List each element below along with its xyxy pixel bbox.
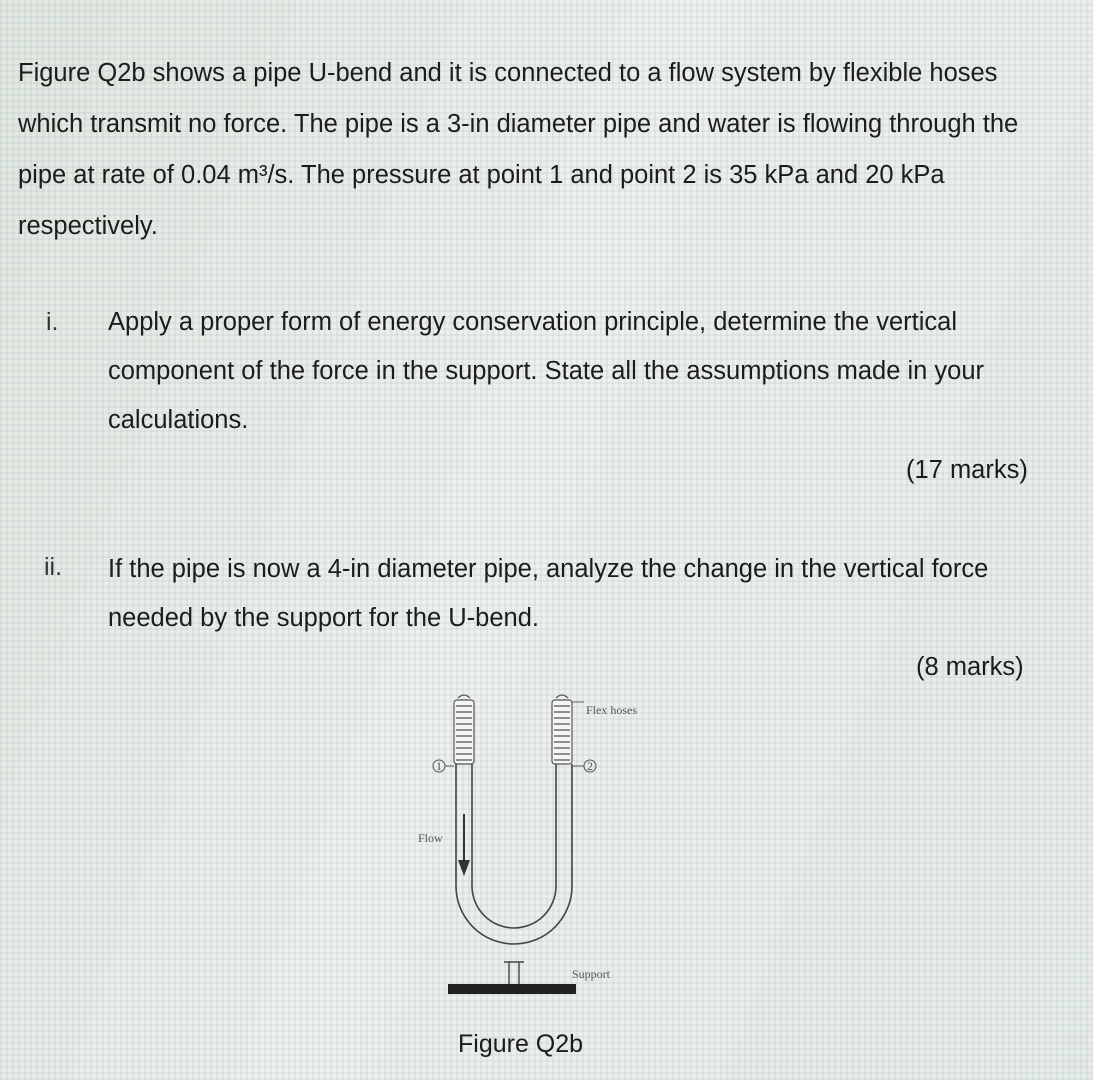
question-ii-number: ii. bbox=[44, 553, 63, 581]
question-i-marks: (17 marks) bbox=[906, 456, 1028, 484]
support-base bbox=[448, 984, 576, 994]
u-bend-pipe bbox=[456, 764, 572, 944]
svg-text:2: 2 bbox=[587, 759, 593, 773]
right-flex-hose bbox=[552, 695, 572, 764]
point-1-marker bbox=[433, 759, 454, 773]
figure-caption: Figure Q2b bbox=[458, 1030, 584, 1058]
question-ii-text: If the pipe is now a 4-in diameter pipe, analyze the change in the vertical force needed by the support for the U-bend. bbox=[108, 555, 989, 632]
support-label: Support bbox=[572, 967, 611, 981]
point-2-marker bbox=[572, 759, 596, 773]
svg-text:1: 1 bbox=[436, 759, 442, 773]
question-i-number: i. bbox=[46, 308, 59, 336]
support-stem bbox=[504, 962, 524, 986]
flow-label: Flow bbox=[418, 831, 443, 845]
flow-arrow bbox=[458, 814, 470, 876]
problem-intro: Figure Q2b shows a pipe U-bend and it is connected to a flow system by flexible hoses which transmit no force. The pipe is a 3-in diameter pipe and water is flowing through the pipe at rate of 0.04 m³/s. The pressure at point 1 and point 2 is 35 kPa and 20 kPa respectively. bbox=[18, 59, 1019, 240]
question-ii-marks: (8 marks) bbox=[916, 653, 1024, 681]
u-bend-figure bbox=[400, 690, 670, 1010]
flex-hoses-label: Flex hoses bbox=[586, 703, 637, 717]
question-i-text: Apply a proper form of energy conservation principle, determine the vertical component of the force in the support. State all the assumptions made in your calculations. bbox=[108, 308, 985, 434]
left-flex-hose bbox=[454, 695, 474, 764]
